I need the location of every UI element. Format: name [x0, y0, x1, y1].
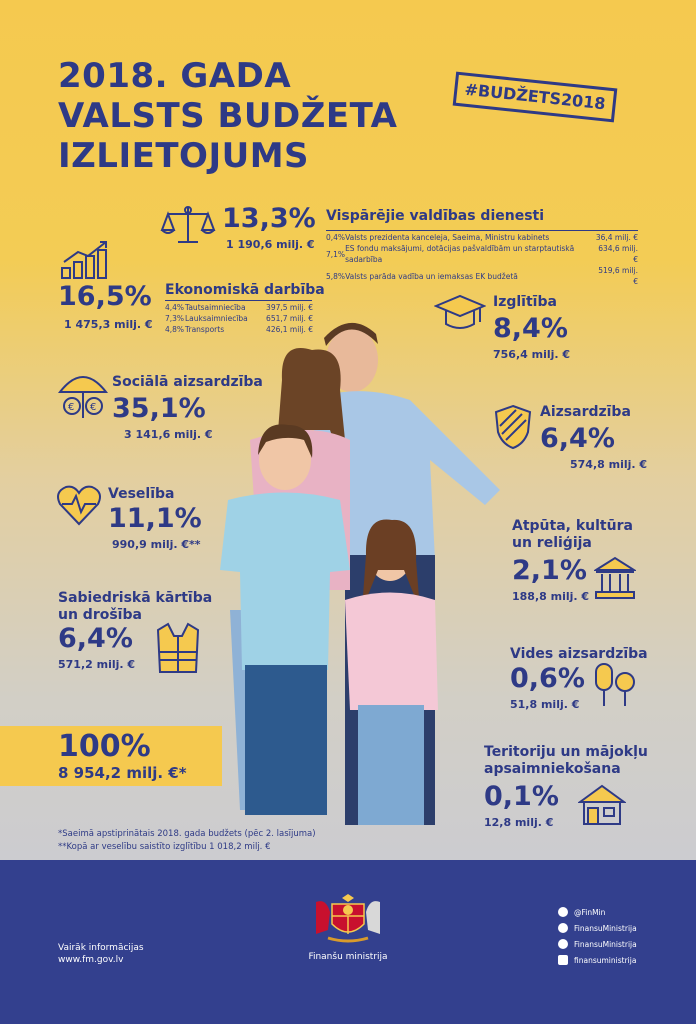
- instagram-icon: [558, 955, 568, 965]
- website-link[interactable]: www.fm.gov.lv: [58, 955, 124, 965]
- heart-pulse-icon: [56, 484, 102, 526]
- social-amount: 3 141,6 milj. €: [124, 428, 213, 441]
- culture-amount: 188,8 milj. €: [512, 590, 590, 603]
- economic-label: Ekonomiskā darbība: [165, 282, 325, 298]
- total-percent: 100%: [58, 729, 151, 764]
- education-label: Izglītība: [493, 294, 557, 310]
- trees-icon: [592, 662, 638, 708]
- health-amount: 990,9 milj. €**: [112, 538, 201, 551]
- order-amount: 571,2 milj. €: [58, 658, 136, 671]
- order-label-line-1: Sabiedriskā kārtība: [58, 590, 213, 606]
- environment-percent: 0,6%: [510, 663, 585, 694]
- umbrella-euro-icon: [58, 370, 108, 422]
- coat-of-arms-logo: [310, 890, 386, 948]
- safety-vest-icon: [156, 622, 200, 674]
- general-divider: [326, 230, 638, 231]
- svg-text:€: €: [90, 402, 97, 413]
- general-services-amount: 1 190,6 milj. €: [226, 238, 315, 251]
- shield-icon: [494, 404, 532, 450]
- house-icon: [578, 784, 626, 826]
- social-handle: FinansuMinistrija: [574, 923, 637, 933]
- housing-label-line-2: apsaimniekošana: [484, 761, 621, 777]
- total-amount: 8 954,2 milj. €*: [58, 764, 187, 782]
- title-line-2: VALSTS BUDŽETA: [58, 96, 398, 136]
- hashtag-badge: #BUDŽETS2018: [453, 72, 618, 123]
- table-row: 0,4% Valsts prezidenta kanceleja, Saeima, Ministru kabinets 36,4 milj. €: [326, 233, 638, 242]
- order-percent: 6,4%: [58, 623, 133, 654]
- temple-icon: [594, 556, 636, 600]
- economic-breakdown: [165, 302, 313, 335]
- twitter-icon: [558, 907, 568, 917]
- table-row: 4,4% Tautsaimniecība 397,5 milj. €: [165, 303, 313, 312]
- graduation-cap-icon: [434, 294, 486, 332]
- education-amount: 756,4 milj. €: [493, 348, 571, 361]
- defence-label: Aizsardzība: [540, 404, 631, 420]
- social-label: Sociālā aizsardzība: [112, 374, 263, 390]
- social-handle: finansuministrija: [574, 955, 637, 965]
- general-services-label: Vispārējie valdības dienesti: [326, 208, 545, 224]
- facebook-icon: [558, 923, 568, 933]
- environment-amount: 51,8 milj. €: [510, 698, 580, 711]
- social-draugiem[interactable]: [558, 936, 637, 952]
- defence-percent: 6,4%: [540, 423, 615, 454]
- social-handle: @FinMin: [574, 907, 606, 917]
- svg-text:€: €: [68, 402, 75, 413]
- table-row: 4,8% Transports 426,1 milj. €: [165, 325, 313, 334]
- ministry-name: Finanšu ministrija: [308, 952, 388, 962]
- health-percent: 11,1%: [108, 503, 202, 534]
- education-percent: 8,4%: [493, 313, 568, 344]
- environment-label: Vides aizsardzība: [510, 646, 648, 662]
- culture-label: [512, 518, 633, 552]
- defence-amount: 574,8 milj. €: [570, 458, 648, 471]
- social-facebook[interactable]: [558, 920, 637, 936]
- order-label: [58, 590, 212, 624]
- culture-label-line-2: un reliģija: [512, 535, 592, 551]
- social-twitter[interactable]: [558, 904, 637, 920]
- housing-percent: 0,1%: [484, 781, 559, 812]
- social-links: [558, 904, 637, 968]
- housing-label-line-1: Teritoriju un mājokļu: [484, 744, 648, 760]
- health-label: Veselība: [108, 486, 175, 502]
- scales-icon: [160, 204, 216, 246]
- title-line-1: 2018. GADA: [58, 56, 292, 96]
- draugiem-icon: [558, 939, 568, 949]
- table-row: 5,8% Valsts parāda vadība un iemaksas EK budžetā 519,6 milj. €: [326, 266, 638, 286]
- footnote-1: *Saeimā apstiprinātais 2018. gada budžets (pēc 2. lasījuma): [58, 829, 316, 839]
- footnote-2: **Kopā ar veselību saistīto izglītību 1 018,2 milj. €: [58, 842, 271, 852]
- social-percent: 35,1%: [112, 393, 206, 424]
- culture-percent: 2,1%: [512, 555, 587, 586]
- social-handle: FinansuMinistrija: [574, 939, 637, 949]
- culture-label-line-1: Atpūta, kultūra: [512, 518, 633, 534]
- footnotes: [58, 828, 316, 854]
- table-row: 7,1% ES fondu maksājumi, dotācijas pašvaldībām un starptautiskā sadarbība 634,6 milj. €: [326, 244, 638, 264]
- housing-amount: 12,8 milj. €: [484, 816, 554, 829]
- general-services-breakdown: [326, 232, 638, 287]
- page-title: [58, 56, 397, 176]
- more-info: [58, 942, 144, 966]
- general-services-percent: 13,3%: [222, 203, 316, 234]
- more-info-label: Vairāk informācijas: [58, 943, 144, 953]
- economic-amount: 1 475,3 milj. €: [64, 318, 153, 331]
- housing-label: [484, 744, 648, 778]
- title-line-3: IZLIETOJUMS: [58, 136, 310, 176]
- order-label-line-2: un drošība: [58, 607, 142, 623]
- economic-percent: 16,5%: [58, 281, 152, 312]
- table-row: 7,3% Lauksaimniecība 651,7 milj. €: [165, 314, 313, 323]
- social-instagram[interactable]: [558, 952, 637, 968]
- economic-divider: [165, 300, 312, 301]
- footer: [0, 860, 696, 1024]
- bar-chart-growth-icon: [60, 238, 110, 280]
